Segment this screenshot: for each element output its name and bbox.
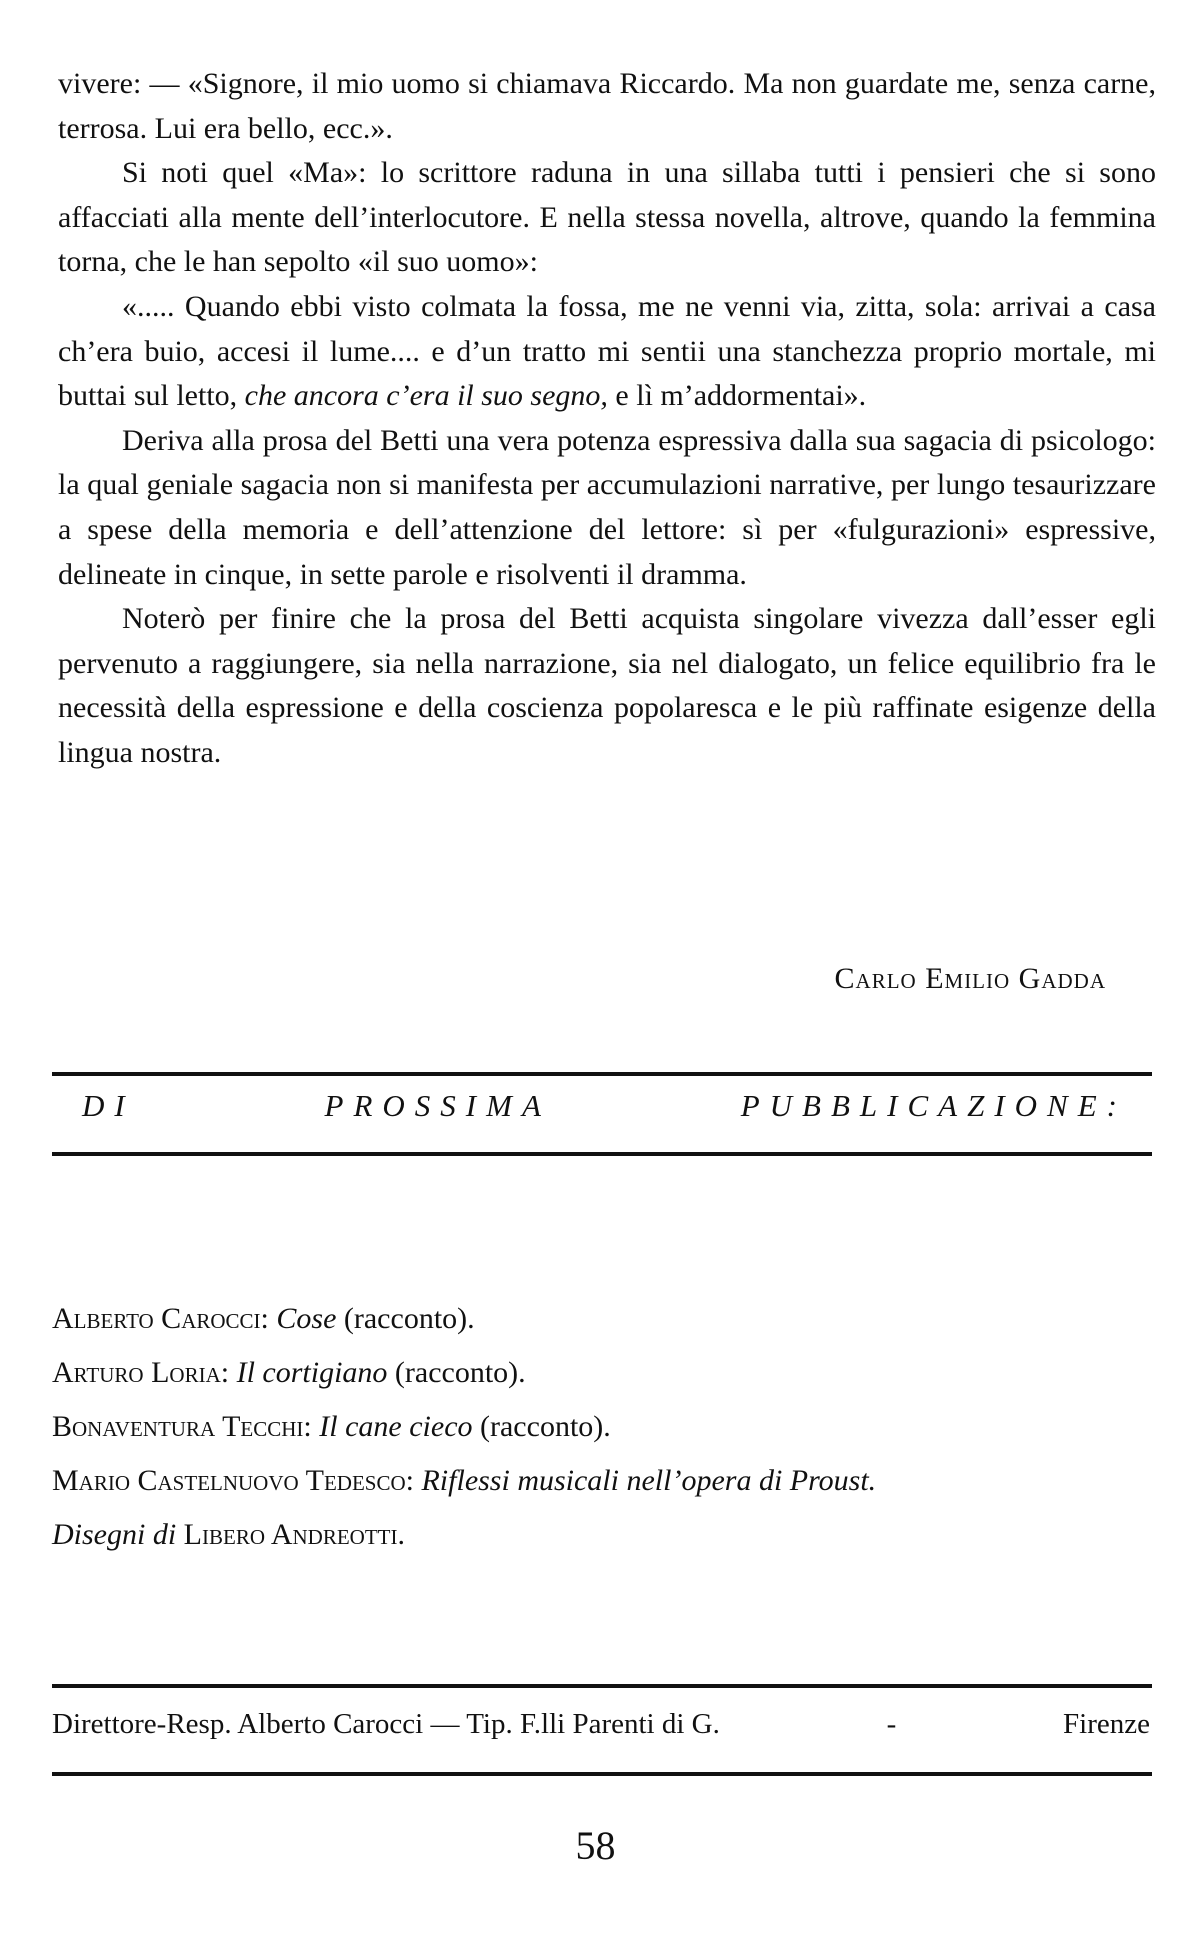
publication-author: Bonaventura Tecchi: [52, 1410, 304, 1443]
colophon-city: Firenze: [1063, 1708, 1150, 1740]
paragraph-quote-continuation: vivere: — «Signore, il mio uomo si chiamava Riccardo. Ma non guardate me, senza carne, terrosa. Lui era bello, ecc.».: [58, 67, 1156, 145]
heading-top-rule: [52, 1072, 1152, 1076]
separator: :: [260, 1302, 277, 1335]
publication-author: Mario Castelnuovo Tedesco: [52, 1464, 406, 1497]
publication-author: Alberto Carocci: [52, 1302, 261, 1335]
paragraph-conclusion: Noterò per finire che la prosa del Betti acquista singolare vivezza dall’esser egli pervenuto a raggiungere, sia nella narrazione, sia nel dialogato, un felice equilibrio fra le necessità della espressione e della coscienza popolaresca e le più raffinate esigenze della lingua nostra.: [58, 602, 1156, 769]
publication-title: Il cortigiano: [236, 1356, 388, 1389]
publication-note: (racconto).: [472, 1410, 611, 1443]
quotation-text-end: e lì m’addormentai».: [607, 379, 867, 413]
section-heading: [82, 1088, 1127, 1124]
list-item-drawings: [52, 1508, 1152, 1562]
separator: :: [220, 1356, 237, 1389]
publication-title: Il cane cieco: [319, 1410, 473, 1443]
separator: :: [303, 1410, 320, 1443]
heading-word-1: DI: [82, 1088, 135, 1123]
quotation-italic-phrase: che ancora c’era il suo segno,: [244, 379, 608, 413]
colophon-publisher: Direttore-Resp. Alberto Carocci — Tip. F.lli Parenti di G.: [52, 1708, 720, 1740]
heading-word-2: PROSSIMA: [324, 1088, 551, 1123]
publication-author: Arturo Loria: [52, 1356, 221, 1389]
list-item: [52, 1346, 1152, 1400]
publication-note: (racconto).: [387, 1356, 526, 1389]
paragraph-psychology: Deriva alla prosa del Betti una vera potenza espressiva dalla sua sagacia di psicologo: la qual geniale sagacia non si manifesta per accumulazioni narrative, per lungo tesaurizzare a spese della memoria e dell’attenzione del lettore: sì per «fulgurazioni» espressive, delineate in cinque, in sette parole e risolventi il dramma.: [58, 423, 1156, 591]
publication-title: Cose: [276, 1302, 337, 1335]
paragraph-ma-analysis: Si noti quel «Ma»: lo scrittore raduna in una sillaba tutti i pensieri che si sono affacciati alla mente dell’interlocutore. E nella stessa novella, altrove, quando la femmina torna, che le han sepolto «il suo uomo»:: [58, 156, 1156, 279]
publication-note: (racconto).: [336, 1302, 475, 1335]
heading-word-3: PUBBLICAZIONE:: [740, 1088, 1127, 1123]
essay-body: [58, 62, 1156, 776]
drawings-artist: Libero Andreotti.: [183, 1518, 405, 1551]
page-number: 58: [575, 1823, 616, 1868]
paragraph-quotation: [58, 285, 1156, 419]
quotation-text-start: «..... Quando ebbi visto colmata la fossa, me ne venni via, zitta, sola: arrivai a casa ch’era buio, accesi il lume.... e d’un tratto mi sentii una stanchezza proprio mortale, mi buttai sul letto,: [58, 289, 1156, 413]
footer-bottom-rule: [52, 1772, 1152, 1776]
colophon-separator: -: [886, 1708, 897, 1740]
list-item: [52, 1292, 1152, 1346]
footer-top-rule: [52, 1684, 1152, 1688]
forthcoming-publications-list: [52, 1292, 1152, 1562]
list-item: [52, 1400, 1152, 1454]
drawings-prefix: Disegni di: [52, 1518, 177, 1551]
publication-title: Riflessi musicali nell’opera di Proust.: [421, 1464, 877, 1497]
separator: :: [405, 1464, 422, 1497]
heading-bottom-rule: [52, 1152, 1152, 1156]
colophon: [52, 1708, 1150, 1741]
author-signature: Carlo Emilio Gadda: [834, 962, 1106, 995]
list-item: [52, 1454, 1152, 1508]
